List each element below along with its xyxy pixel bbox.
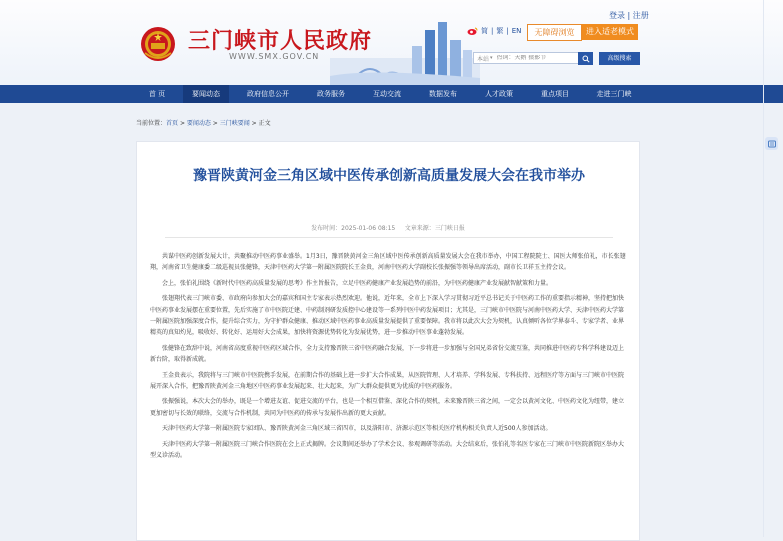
national-emblem-icon[interactable] [139,23,177,63]
lang-sep-1: | [491,27,494,35]
lang-simplified[interactable]: 简 [481,27,488,35]
elder-mode-button[interactable]: 进入适老模式 [582,24,638,40]
breadcrumb-prefix: 当前位置： [136,120,167,127]
lang-traditional[interactable]: 繁 [496,27,504,35]
publish-label: 发布时间： [311,225,342,232]
breadcrumb-news[interactable]: 要闻动态 [186,120,211,127]
account-links [609,10,649,21]
breadcrumb-city-news[interactable]: 三门峡要闻 [219,120,250,127]
nav-item-talent-policy[interactable]: 人才政策 [485,90,513,98]
article-title: 豫晋陕黄河金三角区域中医传承创新高质量发展大会在我市举办 [193,168,585,184]
nav-item-info-disclosure[interactable]: 政府信息公开 [247,90,289,98]
login-link[interactable]: 登录 [609,11,625,20]
city-skyline-illustration [330,18,480,85]
search-icon [582,55,590,63]
nav-item-data-release[interactable]: 数据发布 [429,90,457,98]
source-label: 文章来源： [404,225,435,232]
article-body [150,251,628,466]
search-button[interactable] [578,52,593,65]
title-divider [165,237,613,238]
breadcrumb-sep: > [210,120,220,127]
article-paragraph: 张翅翔代表三门峡市委、市政府向参加大会的嘉宾和国主专家表示热烈欢迎。他说，近年来，全市上下深入学习贯彻习近平总书记关于中医药工作的重要指示精神，坚持把加快中医药事业发展摆在重要位置，先后实施了市中医院迁建、中药制剂研发质控中心建设等一系列中医中药发展项目；尤其是，三门峡市中医院与河南中医药大学、天津中医药大学第一附属医院加强深度合作，提升综合实力，为守护群众健康、推动区域中医药事业高质量发展提供了重要保障。我市将以此次大会为契机，认真倾听各位学界泰斗、专家学者、业界精英的真知灼见，吸收好、转化好、运用好大会成果，加快将资源优势转化为发展优势，进一步推动中医事业蓬勃发展。 [150,295,625,337]
breadcrumb-sep: > [178,120,187,127]
article-paragraph: 王金贵表示，我院将与三门峡市中医院携手发展，在前期合作的基础上进一步扩大合作成果，从医院管理、人才培养、学科发展、专科扶持、远程医疗等方面与三门峡市中医院展开深入合作，把豫晋陕黄河金三角地区中医药事业发展起来、壮大起来，为广大群众提供更为优质的中医药服务。 [150,371,625,391]
link-divider: | [627,11,633,20]
source-value: 三门峡日报 [434,225,465,232]
publish-time: 2025-01-06 08:15 [341,225,396,232]
site-header [0,0,783,85]
page-edge-line [763,0,764,537]
nav-item-home[interactable]: 首 页 [148,90,166,98]
weibo-icon[interactable] [467,27,478,35]
lang-english[interactable]: EN [511,27,522,35]
main-nav [0,85,783,103]
search-scope-select[interactable]: 本站 [477,55,490,63]
breadcrumb [136,118,271,127]
article-paragraph: 共谋中医药创新发展大计，共聚推动中医药事业盛举。1月3日，豫晋陕黄河金三角区域中医传承创新高质量发展大会在我市举办，中国工程院院士、国医大师张伯礼，市长张翅翔，河南省卫生健康委二级巡视员张健锋，天津中医药大学第一附属医院院长王金贵，河南中医药大学副校长张振强等领导出席活动，副市长卫祥玉主持会议。 [150,253,626,272]
article-paragraph: 天津中医药大学第一附属医院专家团队、豫晋陕黄河金三角区域三省四市，以及洛阳市、济源示范区等相关医疗机构相关负责人近500人参加活动。 [162,425,552,433]
advanced-search-button[interactable]: 高级搜索 [599,52,640,65]
search-input[interactable] [497,55,577,61]
article-paragraph: 张健锋在致辞中说，河南省高度重视中医药区域合作，全力支持豫晋陕三省中医药融合发展，下一步将进一步加强与全国兄弟省份交流互鉴，共同推进中医药专科学科建设迈上新台阶，取得新成就。 [150,344,625,364]
article-card [136,141,640,541]
breadcrumb-sep: > [249,120,259,127]
nav-item-key-projects[interactable]: 重点项目 [541,90,569,98]
sidebar-helper-icon [768,140,776,148]
search-box [473,52,593,64]
article-paragraph: 张振强说，本次大会的举办，既是一个增进友谊、促进交流的平台，也是一个相互借鉴、深化合作的契机，未来豫晋陕三省之间，一定会以黄河文化、中医药文化为纽带，建立更加密切与长效的联络，交流与合作机制，共同为中医药的传承与发展作出新的更大贡献。 [150,398,625,417]
nav-item-gov-service[interactable]: 政务服务 [317,90,345,98]
article-meta [137,223,639,232]
nav-item-news[interactable]: 要闻动态 [183,85,229,103]
breadcrumb-home[interactable]: 首页 [166,120,179,127]
search-scope-chevron-icon[interactable]: ▾ [490,55,493,61]
nav-item-about-city[interactable]: 走进三门峡 [596,90,632,98]
breadcrumb-current: 正文 [258,120,271,127]
site-url: WWW.SMX.GOV.CN [229,52,320,61]
lang-sep-2: | [506,27,509,35]
article-paragraph: 天津中医药大学第一附属医院三门峡合作医院在会上正式揭牌。会议期间还举办了学术会议、参观调研等活动。大会结束后，张伯礼等名医专家在三门峡市中医院新院区举办大型义诊活动。 [150,440,625,460]
barrier-free-button[interactable]: 无障碍浏览 [527,24,582,41]
sidebar-helper-button[interactable] [765,137,778,150]
nav-item-interaction[interactable]: 互动交流 [373,90,401,98]
language-switcher [467,26,521,36]
site-title[interactable]: 三门峡市人民政府 [188,28,373,54]
article-paragraph: 会上，张伯礼围绕《新时代中医药高质量发展的思考》作主旨报告，立足中医药健康产业发展趋势的前沿，为中医药健康产业发展献智献策和力量。 [162,279,553,287]
register-link[interactable]: 注册 [632,11,649,20]
